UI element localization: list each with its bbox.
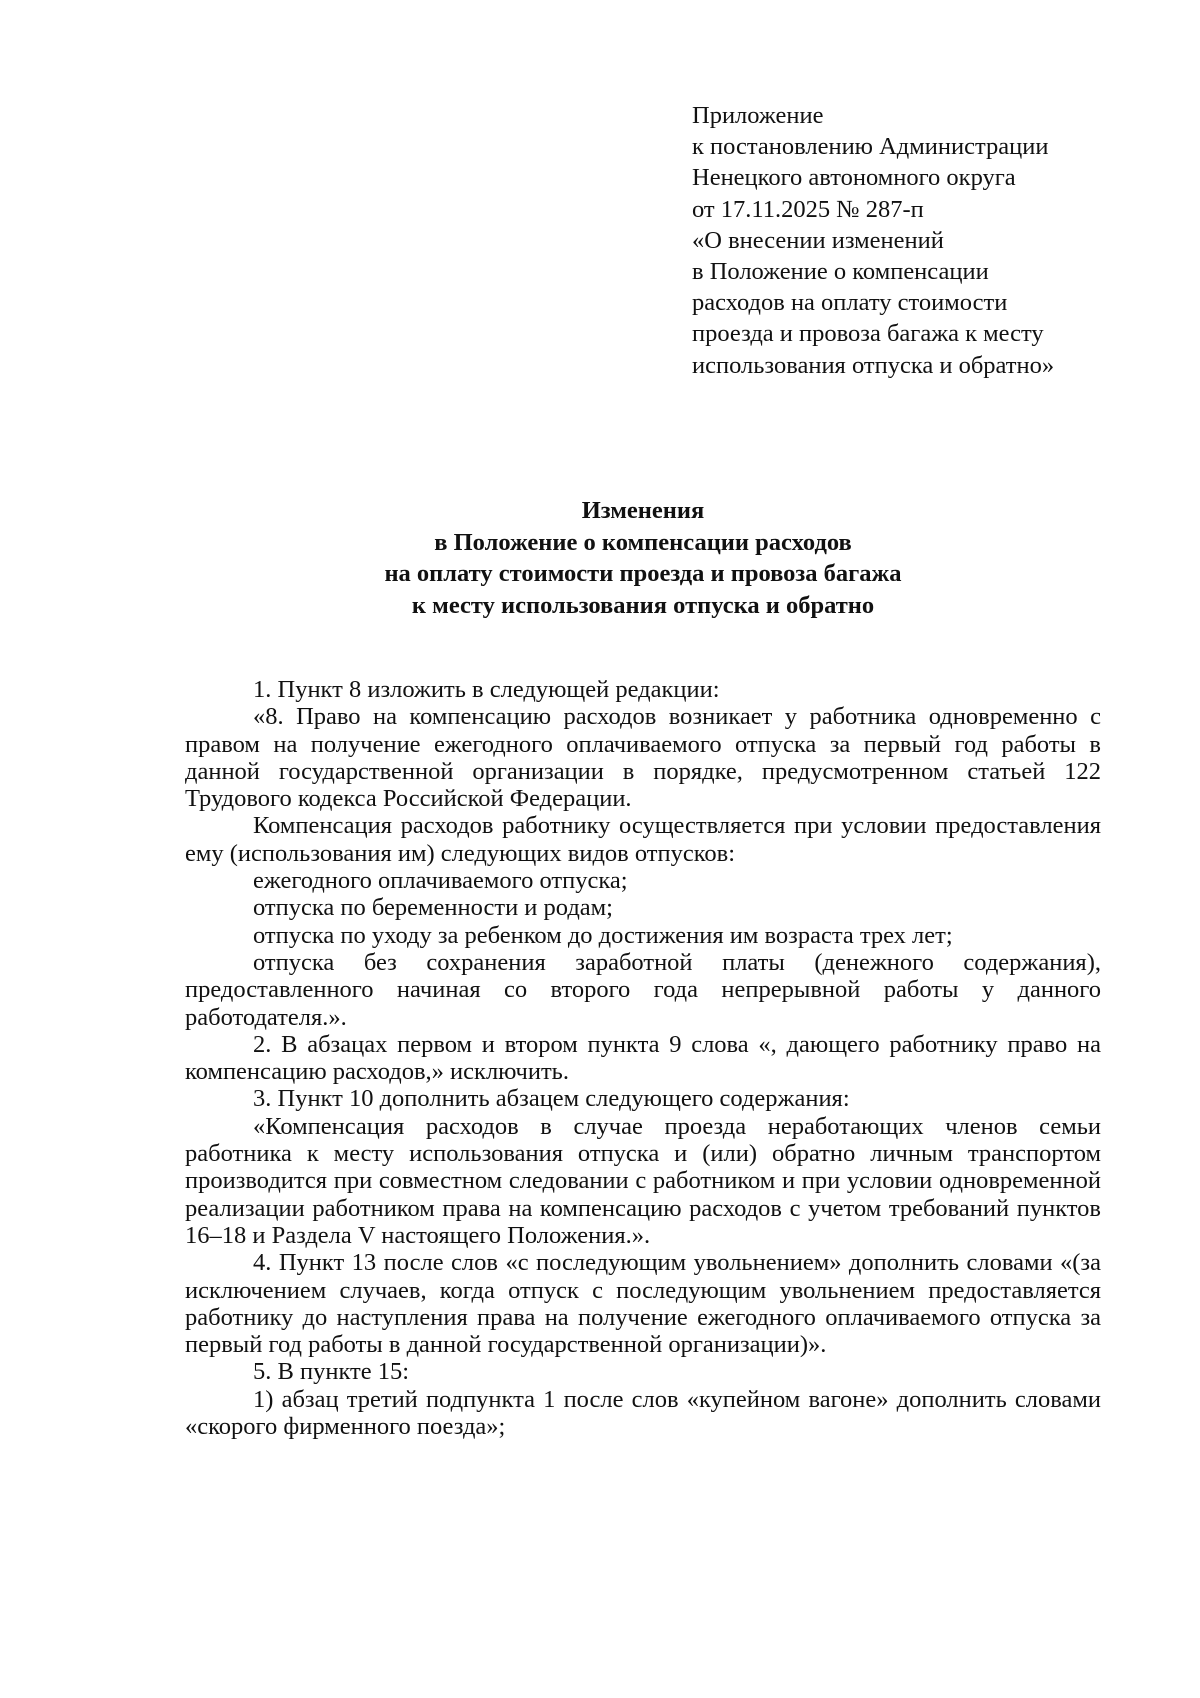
body-paragraph: 2. В абзацах первом и втором пункта 9 слова «, дающего работнику право на компенсацию расходов,» исключить. [185,1030,1101,1086]
appendix-line: расходов на оплату стоимости [692,289,1008,317]
body-paragraph: отпуска по беременности и родам; [253,894,613,922]
appendix-block [692,100,1162,381]
body-paragraph: 4. Пункт 13 после слов «с последующим увольнением» дополнить словами «(за исключением случаев, когда отпуск с последующим увольнением предоставляется работнику до наступления права на получение ежегодного оплачиваемого отпуска за первый год работы в данной государственной организации)». [185,1249,1101,1359]
appendix-line: проезда и провоза багажа к месту [692,320,1044,348]
appendix-line: Приложение [692,102,824,129]
body-paragraph: «Компенсация расходов в случае проезда неработающих членов семьи работника к месту использования отпуска и (или) обратно личным транспортом производится при совместном следовании с работником и при условии одновременной реализации работником права на компенсацию расходов с учетом требований пунктов 16–18 и Раздела V настоящего Положения.». [185,1112,1101,1249]
appendix-line: использования отпуска и обратно» [692,351,1055,379]
appendix-line: Ненецкого автономного округа [692,164,1016,192]
appendix-line: в Положение о компенсации [692,258,989,286]
body-paragraph: отпуска по уходу за ребенком до достижения им возраста трех лет; [253,921,953,949]
title-line: в Положение о компенсации расходов [434,528,852,556]
body-paragraph: ежегодного оплачиваемого отпуска; [253,867,628,895]
body-paragraph: 3. Пункт 10 дополнить абзацем следующего содержания: [253,1085,850,1113]
appendix-line: от 17.11.2025 № 287-п [692,195,924,223]
body-paragraph: 5. В пункте 15: [253,1358,410,1386]
body-paragraph: «8. Право на компенсацию расходов возникает у работника одновременно с правом на получение ежегодного оплачиваемого отпуска за первый год работы в данной государственной организации в порядке, предусмотренном статьей 122 Трудового кодекса Российской Федерации. [185,703,1101,813]
body-paragraph: отпуска без сохранения заработной платы (денежного содержания), предоставленного начиная со второго года непрерывной работы у данного работодателя.». [185,948,1101,1031]
body-paragraph: 1. Пункт 8 изложить в следующей редакции: [253,676,720,703]
body-paragraph: Компенсация расходов работнику осуществляется при условии предоставления ему (использования им) следующих видов отпусков: [185,812,1101,867]
appendix-line: «О внесении изменений [692,226,944,254]
document-title [185,495,1101,621]
title-line: к месту использования отпуска и обратно [411,591,875,619]
document-body [185,676,1101,1440]
title-line: Изменения [581,497,705,524]
appendix-line: к постановлению Администрации [692,133,1049,161]
body-paragraph: 1) абзац третий подпункта 1 после слов «купейном вагоне» дополнить словами «скорого фирменного поезда»; [185,1385,1101,1441]
title-line: на оплату стоимости проезда и провоза багажа [384,560,902,587]
